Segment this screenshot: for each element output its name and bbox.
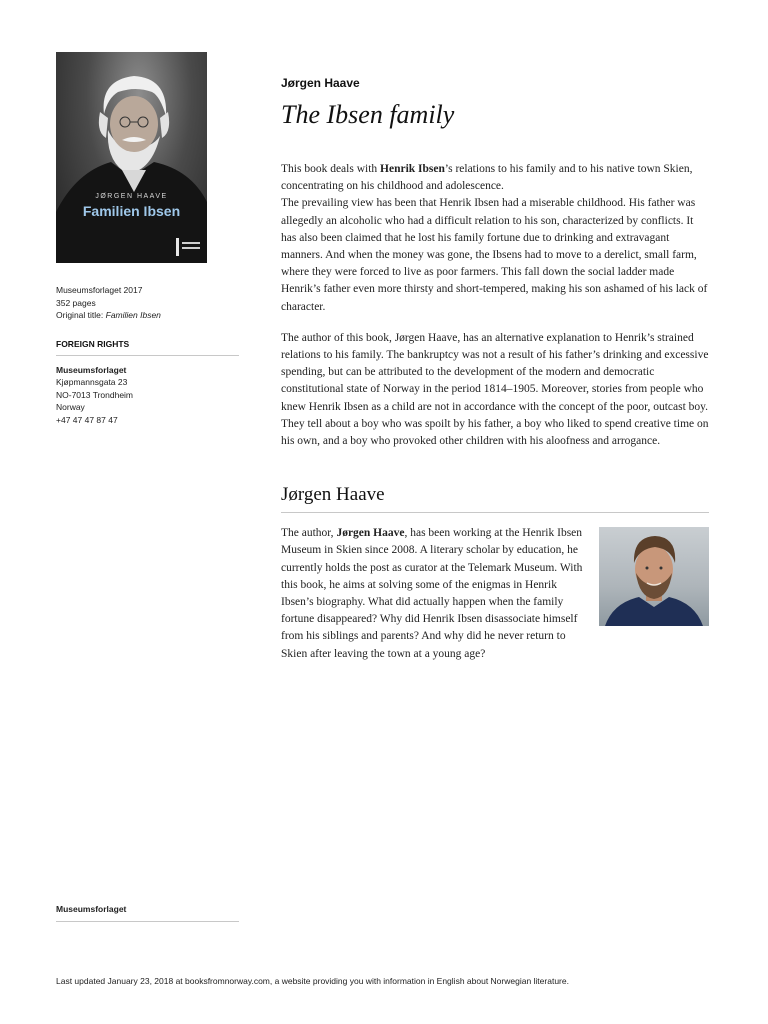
contact-phone: +47 47 47 87 47 (56, 414, 118, 425)
bold-name: Jørgen Haave (336, 527, 405, 540)
main-content (281, 76, 709, 663)
author-photo (599, 527, 709, 626)
page-footer: Last updated January 23, 2018 at booksfromnorway.com, a website providing you with information in English about Norwegian literature. (56, 976, 569, 986)
page-count: 352 pages (56, 297, 96, 308)
contact-city: NO-7013 Trondheim (56, 389, 134, 400)
original-title: Familien Ibsen (105, 310, 161, 320)
book-metadata (56, 284, 240, 322)
original-title-line (56, 309, 240, 322)
bold-name: Henrik Ibsen (380, 163, 445, 175)
publisher-year: Museumsforlaget 2017 (56, 285, 143, 295)
publisher-logo (176, 238, 202, 256)
description-paragraph (281, 161, 709, 195)
text-segment: , has been working at the Henrik Ibsen Museum in Skien since 2008. A literary scholar by education, he currently holds the post as curator at the Telemark Museum. With this book, he aims at solving some of the enigmas in Henrik Ibsen’s biography. What did actually happen when the family fortune disappeared? Why did Henrik Ibsen disassociate himself from his siblings and parents? And why did he never return to Skien after leaving the town at a young age? (281, 527, 583, 660)
contact-org: Museumsforlaget (56, 364, 127, 375)
contact-street: Kjøpmannsgata 23 (56, 377, 128, 387)
text-segment: ’s relations to his family and to his native town Skien, concentrating on his childhood and adolescence. (281, 163, 693, 193)
author-name: Jørgen Haave (281, 76, 360, 90)
book-cover-image (56, 52, 207, 263)
author-portrait-graphic (599, 527, 709, 626)
text-segment: This book deals with (281, 163, 381, 175)
text-segment: The author, (281, 527, 337, 540)
author-bio-heading: Jørgen Haave (281, 484, 709, 513)
description-paragraph: The author of this book, Jørgen Haave, has an alternative explanation to Henrik’s strained relations to his family. The bankruptcy was not a result of his father’s drinking and excessive spending, but can be attributed to the development of the modern and democratic constitutional state of Norway in the period 1814–1905. Moreover, stories from people who knew Henrik Ibsen as a child are not in accordance with the concept of the poor, outcast boy. They tell about a boy who was spoilt by his father, a boy who liked to spend creative time on his own, and a boy who provoked other children with his aloofness and arrogance. (281, 331, 709, 448)
rights-contact (56, 364, 240, 427)
sidebar-footer-publisher: Museumsforlaget (56, 904, 239, 922)
original-title-label: Original title: (56, 310, 104, 320)
cover-title: Familien Ibsen (82, 203, 181, 219)
ibsen-portrait-graphic (56, 52, 207, 263)
cover-author: JØRGEN HAAVE (95, 193, 168, 200)
author-bio (281, 525, 709, 663)
contact-country: Norway (56, 402, 85, 412)
description-paragraph: The prevailing view has been that Henrik Ibsen had a miserable childhood. His father was allegedly an alcoholic who had a difficult relation to his son, characterized by conflicts. It has also been claimed that he lost his family fortune due to drinking and extravagant manners. And when the money was gone, the Ibsens had to move to a derelict, small farm, where they were forced to live as poor farmers. This fall down the social ladder made Henrik’s father even more thirsty and short-tempered, making his son ashamed of his lack of character. (281, 197, 708, 313)
foreign-rights-heading: FOREIGN RIGHTS (56, 339, 239, 356)
sidebar (56, 52, 240, 426)
book-title: The Ibsen family (281, 100, 455, 129)
